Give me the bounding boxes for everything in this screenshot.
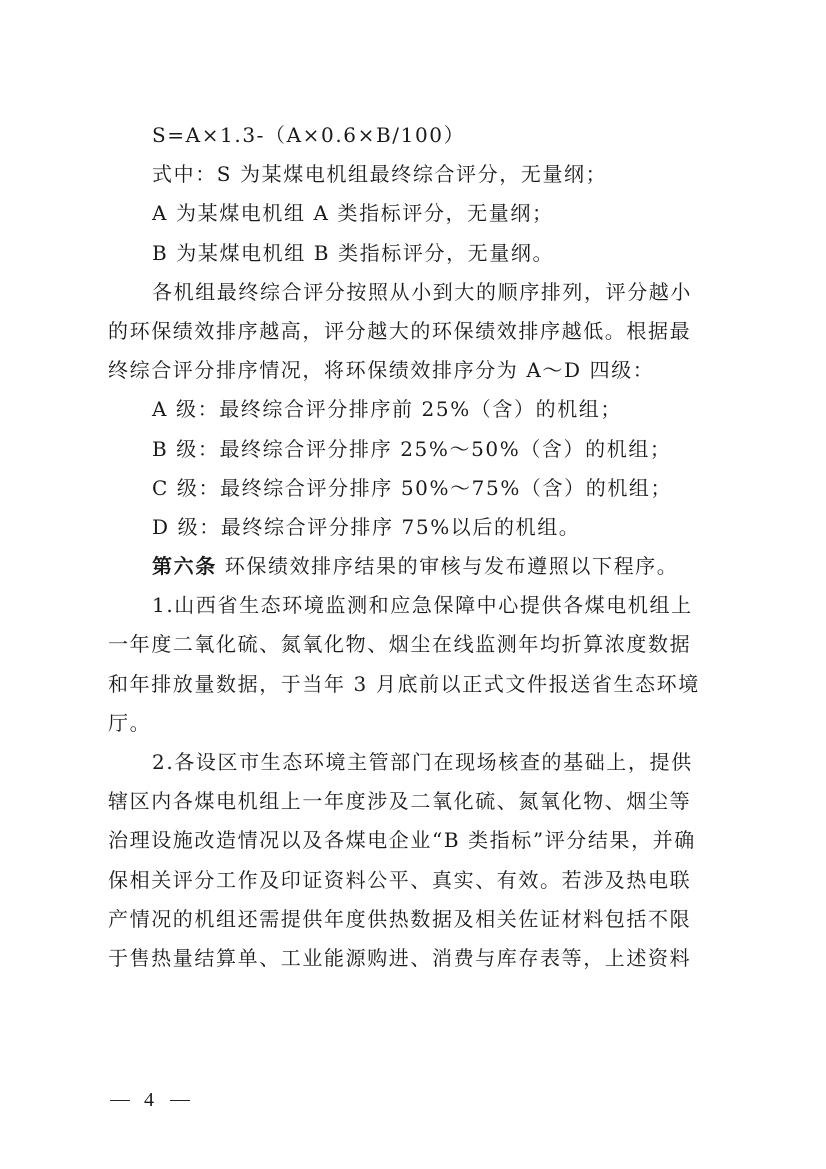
item2-line-3: 治理设施改造情况以及各煤电企业“B 类指标”评分结果，并确	[108, 828, 696, 853]
dash-right	[170, 1100, 190, 1101]
ranking-line-1: 各机组最终综合评分按照从小到大的顺序排列，评分越小	[152, 279, 692, 304]
page-number: 4	[144, 1088, 156, 1111]
item2-line-2: 辖区内各煤电机组上一年度涉及二氧化硫、氮氧化物、烟尘等	[108, 789, 692, 814]
page-footer	[110, 1088, 190, 1112]
item2-line-5: 产情况的机组还需提供年度供热数据及相关佐证材料包括不限	[108, 906, 692, 931]
ranking-line-2: 的环保绩效排序越高，评分越大的环保绩效排序越低。根据最	[108, 318, 692, 343]
item1-line-4: 厅。	[108, 710, 152, 735]
grade-b: B 级：最终综合评分排序 25%～50%（含）的机组；	[152, 436, 672, 461]
formula: S=A×1.3-（A×0.6×B/100）	[152, 123, 466, 147]
ranking-line-3: 终综合评分排序情况，将环保绩效排序分为 A～D 四级：	[108, 358, 655, 383]
definition-b: B 为某煤电机组 B 类指标评分，无量纲。	[152, 240, 555, 265]
grade-c: C 级：最终综合评分排序 50%～75%（含）的机组；	[152, 475, 673, 500]
definition-s: 式中：S 为某煤电机组最终综合评分，无量纲；	[152, 162, 608, 187]
item2-line-1: 2.各设区市生态环境主管部门在现场核查的基础上，提供	[152, 750, 693, 774]
item1-line-1: 1.山西省生态环境监测和应急保障中心提供各煤电机组上	[152, 593, 693, 618]
article-6-text: 环保绩效排序结果的审核与发布遵照以下程序。	[216, 554, 679, 579]
grade-d: D 级：最终综合评分排序 75%以后的机组。	[152, 514, 581, 539]
document-body	[108, 116, 720, 978]
item1-line-2: 一年度二氧化硫、氮氧化物、烟尘在线监测年均折算浓度数据	[108, 632, 692, 657]
item1-line-3: 和年排放量数据，于当年 3 月底前以正式文件报送省生态环境	[108, 671, 700, 696]
item2-line-6: 于售热量结算单、工业能源购进、消费与库存表等，上述资料	[108, 945, 692, 970]
article-6	[108, 547, 720, 586]
dash-left	[110, 1100, 130, 1101]
item2-line-4: 保相关评分工作及印证资料公平、真实、有效。若涉及热电联	[108, 867, 692, 892]
article-6-heading: 第六条	[152, 554, 217, 579]
grade-a: A 级：最终综合评分排序前 25%（含）的机组；	[152, 397, 623, 422]
definition-a: A 为某煤电机组 A 类指标评分，无量纲；	[152, 201, 554, 226]
